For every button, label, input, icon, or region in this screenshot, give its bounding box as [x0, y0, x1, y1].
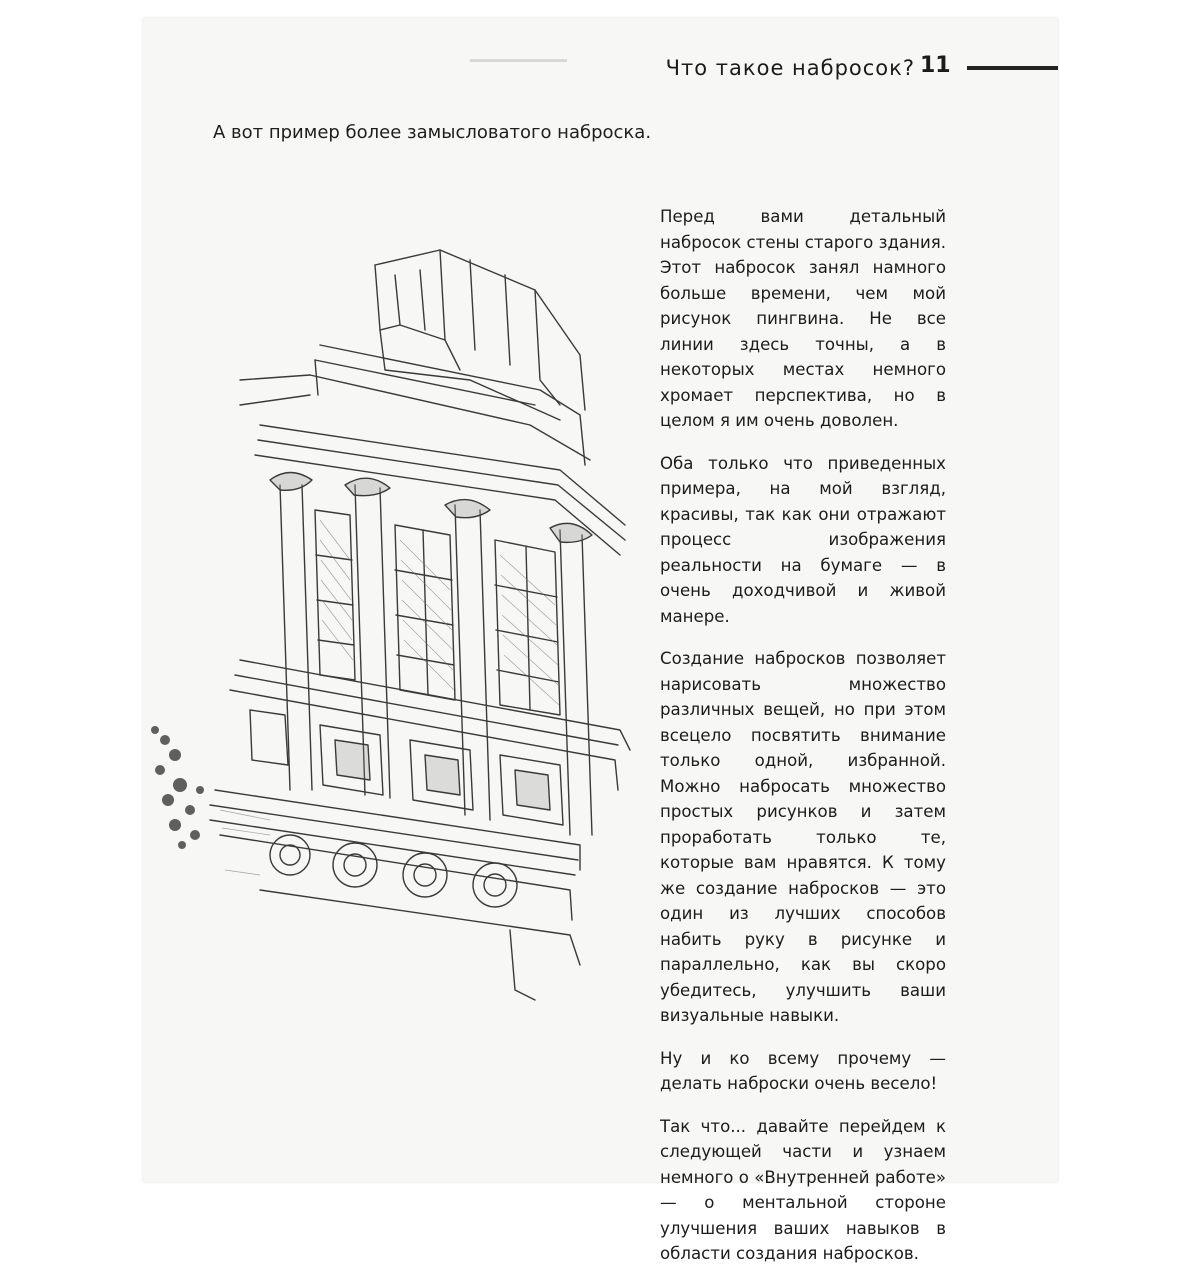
- paragraph: Так что... давайте перейдем к следующей части и узнаем немного о «Внутренней работе» — о ментальной стороне улучшения ваших навыков в области создания набросков.: [660, 1116, 946, 1263]
- paragraph: Оба только что приведенных примера, на мой взгляд, красивы, так как они отражают процесс изображения реальности на бумаге — в очень доходчивой и живой манере.: [660, 453, 946, 626]
- paragraph: Ну и ко всему прочему — делать наброски очень весело!: [660, 1048, 946, 1093]
- intro-line: А вот пример более замысловатого наброска.: [213, 122, 652, 143]
- header-rule: [967, 66, 1058, 70]
- paragraph: Создание набросков позволяет нарисовать множество различных вещей, но при этом всецело посвятить внимание только одной, избранной. Можно набросать множество простых рисунков и затем проработать только те, которые вам нравятся. К тому же создание набросков — это один из лучших способов набить руку в рисунке и параллельно, как вы скоро убедитесь, улучшить ваши визуальные навыки.: [660, 649, 946, 1025]
- page-number: 11: [920, 53, 951, 78]
- sketch-svg: [140, 230, 640, 1020]
- building-sketch-illustration: [140, 230, 640, 1020]
- bleed-through-text: ▔▔▔▔▔▔▔: [470, 60, 567, 81]
- body-text-column: [660, 204, 946, 1284]
- chapter-title: Что такое набросок?: [665, 56, 915, 80]
- paragraph: Перед вами детальный набросок стены старого здания. Этот набросок занял намного больше времени, чем мой рисунок пингвина. Не все линии здесь точны, а в некоторых местах немного хромает перспектива, но в целом я им очень доволен.: [660, 207, 946, 430]
